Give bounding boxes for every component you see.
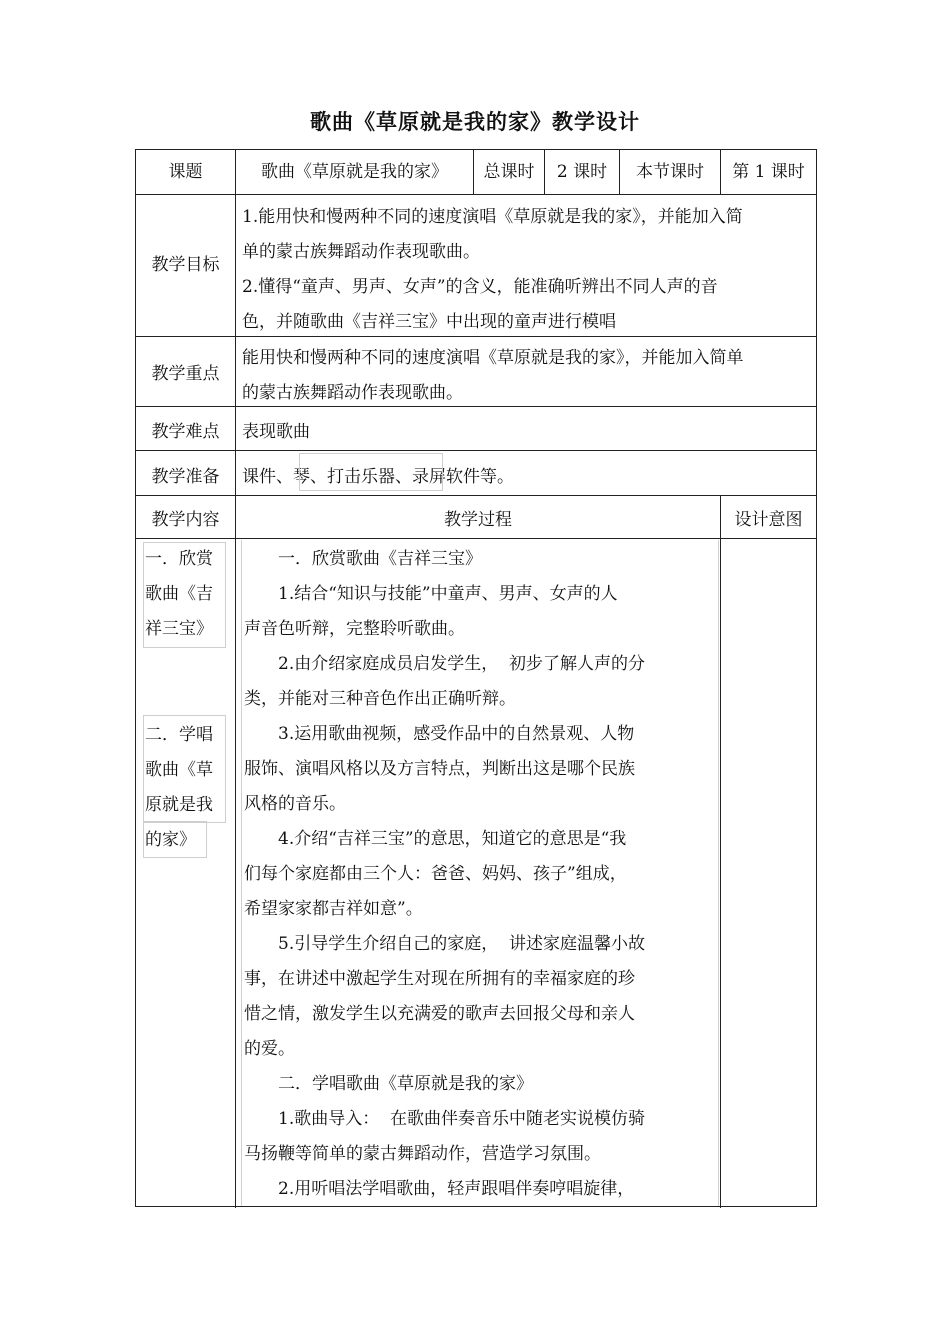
teaching-process xyxy=(244,542,712,1207)
process-line: 风格的音乐。 xyxy=(244,794,346,814)
content-item-line: 原就是我 xyxy=(145,795,213,815)
text-frame xyxy=(299,453,443,491)
process-line: 4.介绍“吉祥三宝”的意思，知道它的意思是“我 xyxy=(278,829,627,849)
process-line: 1.歌曲导入： 在歌曲伴奏音乐中随老实说模仿骑 xyxy=(278,1109,646,1129)
total-hours-label: 总课时 xyxy=(483,162,535,182)
content-column-header: 教学内容 xyxy=(151,510,220,530)
goals-text xyxy=(242,200,817,340)
process-line: 3.运用歌曲视频，感受作品中的自然景观、人物 xyxy=(278,724,635,744)
content-item-line: 二．学唱 xyxy=(145,725,213,745)
process-line: 希望家家都吉祥如意”。 xyxy=(244,899,423,919)
process-line: 1.结合“知识与技能”中童声、男声、女声的人 xyxy=(278,584,618,604)
content-item-line: 一．欣赏 xyxy=(145,549,213,569)
process-line: 一．欣赏歌曲《吉祥三宝》 xyxy=(278,549,482,569)
process-line: 马扬鞭等简单的蒙古舞蹈动作，营造学习氛围。 xyxy=(244,1144,601,1164)
key-point-line: 的蒙古族舞蹈动作表现歌曲。 xyxy=(242,383,463,403)
row-divider xyxy=(136,495,816,496)
process-line: 类，并能对三种音色作出正确听辩。 xyxy=(244,689,516,709)
process-line: 2.用听唱法学唱歌曲，轻声跟唱伴奏哼唱旋律， xyxy=(278,1179,635,1199)
process-line: 服饰、演唱风格以及方言特点，判断出这是哪个民族 xyxy=(244,759,635,779)
process-line: 的爱。 xyxy=(244,1039,295,1059)
topic-label: 课题 xyxy=(168,162,203,182)
process-line: 5.引导学生介绍自己的家庭， 讲述家庭温馨小故 xyxy=(278,934,646,954)
key-point-line: 能用快和慢两种不同的速度演唱《草原就是我的家》，并能加入简单 xyxy=(242,348,744,368)
row-divider xyxy=(136,450,816,451)
column-divider xyxy=(720,495,721,1208)
goals-line: 单的蒙古族舞蹈动作表现歌曲。 xyxy=(242,242,480,262)
preparation-label: 教学准备 xyxy=(151,467,220,487)
intent-column-header: 设计意图 xyxy=(734,510,803,530)
key-point-label: 教学重点 xyxy=(151,364,220,384)
goals-line: 色，并随歌曲《吉祥三宝》中出现的童声进行模唱 xyxy=(242,312,616,332)
process-line: 声音色听辩，完整聆听歌曲。 xyxy=(244,619,465,639)
content-item xyxy=(145,542,230,647)
process-line: 们每个家庭都由三个人：爸爸、妈妈、孩子”组成， xyxy=(244,864,627,884)
preparation-value: 课件、琴、打击乐器、录屏软件等。 xyxy=(242,467,514,487)
column-divider xyxy=(235,150,236,1208)
process-column-header: 教学过程 xyxy=(444,510,512,530)
this-hour-value: 第 1 课时 xyxy=(732,162,805,182)
row-divider xyxy=(136,194,816,195)
lesson-plan-table xyxy=(135,149,817,1207)
this-hour-label: 本节课时 xyxy=(636,162,704,182)
process-line: 事，在讲述中激起学生对现在所拥有的幸福家庭的珍 xyxy=(244,969,635,989)
total-hours-value: 2 课时 xyxy=(556,162,608,182)
content-item-line: 的家》 xyxy=(145,830,196,850)
goals-label: 教学目标 xyxy=(151,255,220,275)
content-item xyxy=(145,718,230,858)
difficulty-value: 表现歌曲 xyxy=(242,422,310,442)
key-point-text xyxy=(242,341,817,411)
goals-line: 1.能用快和慢两种不同的速度演唱《草原就是我的家》，并能加入简 xyxy=(242,207,743,227)
goals-line: 2.懂得“童声、男声、女声”的含义，能准确听辨出不同人声的音 xyxy=(242,277,718,297)
process-line: 惜之情，激发学生以充满爱的歌声去回报父母和亲人 xyxy=(244,1004,635,1024)
process-line: 二．学唱歌曲《草原就是我的家》 xyxy=(278,1074,533,1094)
content-item-line: 歌曲《草 xyxy=(145,760,213,780)
content-item-line: 歌曲《吉 xyxy=(145,584,213,604)
process-line: 2.由介绍家庭成员启发学生， 初步了解人声的分 xyxy=(278,654,646,674)
content-item-line: 祥三宝》 xyxy=(145,619,213,639)
row-divider xyxy=(136,538,816,539)
topic-value: 歌曲《草原就是我的家》 xyxy=(261,162,448,182)
document-title: 歌曲《草原就是我的家》教学设计 xyxy=(310,109,640,134)
difficulty-label: 教学难点 xyxy=(151,422,220,442)
